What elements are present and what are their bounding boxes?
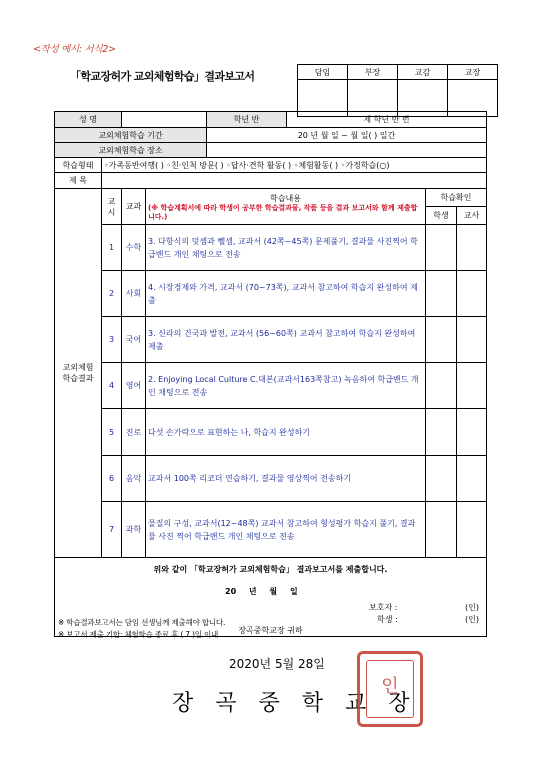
subject-title-field[interactable] <box>102 173 487 189</box>
teacher-check-cell[interactable] <box>457 225 487 271</box>
submission-date: 20 년 월 일 <box>225 587 298 596</box>
teacher-check-cell[interactable] <box>457 317 487 363</box>
confirm-header: 학습확인 <box>426 189 487 207</box>
student-check-cell[interactable] <box>426 456 457 502</box>
student-label: 학생 : <box>377 615 398 624</box>
student-check-cell[interactable] <box>426 317 457 363</box>
lesson-row <box>55 502 487 558</box>
approval-label: 담임 <box>298 65 348 80</box>
approval-label: 부장 <box>348 65 398 80</box>
place-field[interactable] <box>207 143 487 158</box>
approval-box <box>297 64 498 117</box>
lesson-row <box>55 225 487 271</box>
lesson-period: 5 <box>102 409 122 456</box>
teacher-check-cell[interactable] <box>457 456 487 502</box>
lesson-row <box>55 409 487 456</box>
teacher-header: 교사 <box>457 207 487 225</box>
lesson-row <box>55 456 487 502</box>
approval-label: 교감 <box>398 65 448 80</box>
document-title: 「학교장허가 교외체험학습」결과보고서 <box>70 70 255 83</box>
lesson-content: 3. 다항식의 덧셈과 뺄셈, 교과서 (42쪽~45쪽) 문제풀기, 결과물 사진찍어 학급밴드 개인 채팅으로 전송 <box>146 225 426 271</box>
seal-glyph: 인 <box>381 676 399 697</box>
teacher-check-cell[interactable] <box>457 409 487 456</box>
student-check-cell[interactable] <box>426 271 457 317</box>
guardian-label: 보호자 : <box>369 603 398 612</box>
approval-label: 교장 <box>448 65 498 80</box>
guardian-seal[interactable]: (인) <box>465 603 479 612</box>
teacher-check-cell[interactable] <box>457 502 487 558</box>
lesson-period: 2 <box>102 271 122 317</box>
period-header: 교시 <box>102 189 122 225</box>
name-label: 성 명 <box>55 112 122 128</box>
lesson-row <box>55 271 487 317</box>
section-label-line: 학습결과 <box>62 374 94 383</box>
lesson-period: 4 <box>102 363 122 409</box>
teacher-check-cell[interactable] <box>457 363 487 409</box>
lesson-subject: 사회 <box>122 271 146 317</box>
student-check-cell[interactable] <box>426 409 457 456</box>
content-header <box>146 189 426 225</box>
lesson-period: 1 <box>102 225 122 271</box>
student-seal[interactable]: (인) <box>465 615 479 624</box>
lesson-content: 교과서 100쪽 리코더 연습하기, 결과물 영상찍어 전송하기 <box>146 456 426 502</box>
lesson-content: 4. 시장경제와 가격, 교과서 (70~73쪽), 교과서 참고하여 학습지 완성하여 제출 <box>146 271 426 317</box>
addressee: 장곡중학교장 귀하 <box>238 626 303 635</box>
content-header-title: 학습내용 <box>270 193 301 203</box>
lesson-subject: 수학 <box>122 225 146 271</box>
name-field[interactable] <box>122 112 207 128</box>
lesson-period: 6 <box>102 456 122 502</box>
type-label: 학습형태 <box>55 158 102 173</box>
lesson-subject: 진로 <box>122 409 146 456</box>
type-options[interactable]: ◦가족동반여행( ) ◦친·인척 방문( ) ◦답사·견학 활동( ) ◦체험활동( ) ◦가정학습(○) <box>102 158 487 173</box>
student-check-cell[interactable] <box>426 363 457 409</box>
lesson-content: 2. Enjoying Local Culture C.대본(교과서163쪽참고) 녹음하여 학급밴드 개인 채팅으로 전송 <box>146 363 426 409</box>
lesson-subject: 과학 <box>122 502 146 558</box>
lesson-subject: 영어 <box>122 363 146 409</box>
student-check-cell[interactable] <box>426 225 457 271</box>
lesson-content: 다섯 손가락으로 표현하는 나, 학습지 완성하기 <box>146 409 426 456</box>
content-header-note: (※ 학습계획서에 따라 학생이 공부한 학습결과물, 작품 등을 결과 보고서와 함께 제출합니다.) <box>148 203 418 221</box>
lesson-row <box>55 363 487 409</box>
lesson-content: 3. 신라의 건국과 발전, 교과서 (56~60쪽) 교과서 참고하여 학습지 완성하여 제출 <box>146 317 426 363</box>
student-check-cell[interactable] <box>426 502 457 558</box>
teacher-check-cell[interactable] <box>457 271 487 317</box>
submission-statement: 위와 같이 「학교장허가 교외체험학습」 결과보고서를 제출합니다. <box>153 565 388 574</box>
school-seal-icon <box>357 651 423 727</box>
lesson-row <box>55 317 487 363</box>
lesson-subject: 음악 <box>122 456 146 502</box>
school-name: 장곡중학교장 <box>172 691 432 716</box>
note-line: ※ 학습결과보고서는 담임 선생님께 제출해야 합니다. <box>58 618 226 627</box>
section-label <box>55 189 102 558</box>
lesson-subject: 국어 <box>122 317 146 363</box>
lesson-period: 3 <box>102 317 122 363</box>
subject-title-label: 제 목 <box>55 173 102 189</box>
student-header: 학생 <box>426 207 457 225</box>
sample-tag: <작성 예시: 서식2> <box>33 44 116 55</box>
note-line: ※ 보고서 제출 기한: 체험학습 종료 후 ( 7 )일 이내 <box>58 630 219 639</box>
grade-class-label: 학년 반 <box>207 112 287 128</box>
place-label: 교외체험학습 장소 <box>55 143 207 158</box>
lesson-content: 물질의 구성, 교과서(12~48쪽) 교과서 참고하여 형성평가 학습지 풀기, 결과물 사진 찍어 학급밴드 개인 채팅으로 전송 <box>146 502 426 558</box>
lesson-period: 7 <box>102 502 122 558</box>
section-label-line: 교외체험 <box>62 363 94 372</box>
report-form-table <box>54 111 487 637</box>
issue-date: 2020년 5월 28일 <box>229 657 325 671</box>
period-field[interactable]: 20 년 월 일 ~ 월 일( ) 일간 <box>207 128 487 143</box>
period-label: 교외체험학습 기간 <box>55 128 207 143</box>
subject-header: 교과 <box>122 189 146 225</box>
grade-class-field[interactable]: 제 학년 반 번 <box>287 112 487 128</box>
